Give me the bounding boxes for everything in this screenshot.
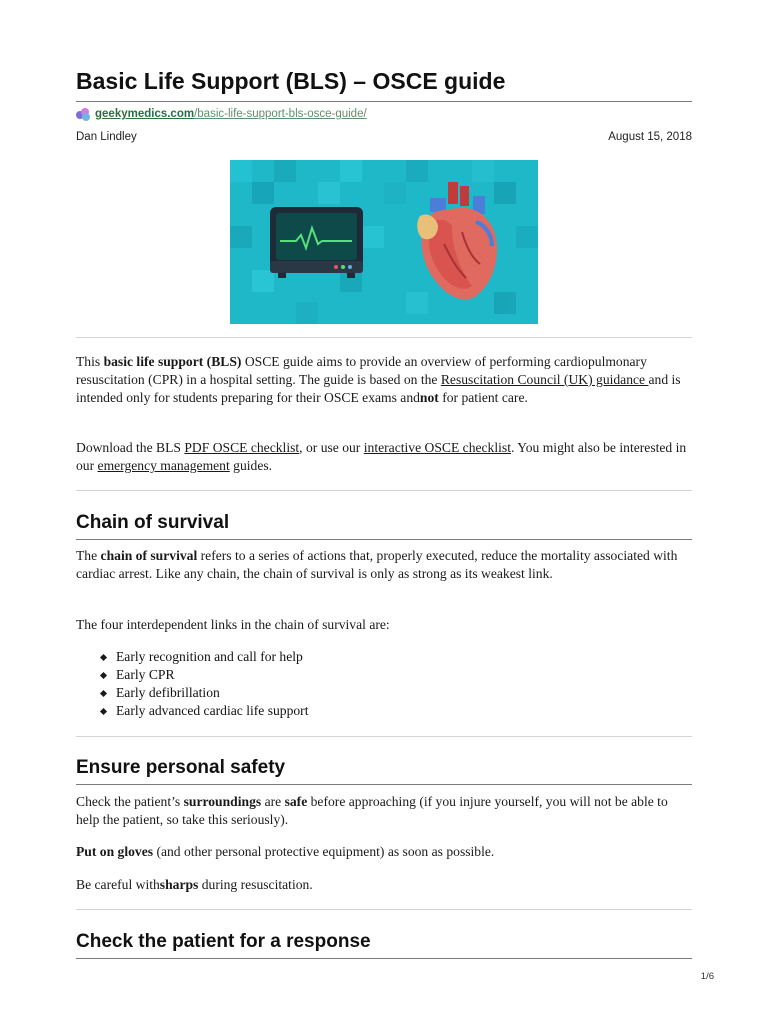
- byline: [76, 129, 692, 145]
- patient-response-heading: Check the patient for a response: [76, 931, 371, 952]
- pdf-checklist-link[interactable]: PDF OSCE checklist: [184, 440, 300, 455]
- surroundings-paragraph: Check the patient’s surroundings are safe before approaching (if you injure yourself, you will not be able to help the patient, so take this seriously).: [76, 794, 668, 827]
- bls-bold: basic life support (BLS): [103, 354, 242, 369]
- section-divider: [76, 337, 692, 338]
- emergency-management-link[interactable]: emergency management: [97, 458, 230, 473]
- page-title: Basic Life Support (BLS) – OSCE guide: [76, 68, 506, 94]
- chain-paragraph: The chain of survival refers to a series of actions that, properly executed, reduce the mortality associated with cardiac arrest. Like any chain, the chain of survival is only as strong as its weakest link.: [76, 548, 678, 581]
- links-intro-paragraph: The four interdependent links in the chain of survival are:: [76, 617, 390, 632]
- section-divider: [76, 490, 692, 491]
- title-divider: [76, 101, 692, 102]
- author-name: Dan Lindley: [76, 131, 137, 143]
- interactive-checklist-link[interactable]: interactive OSCE checklist: [363, 440, 511, 455]
- list-item: Early recognition and call for help: [100, 648, 308, 666]
- gloves-paragraph: Put on gloves (and other personal protective equipment) as soon as possible.: [76, 844, 495, 859]
- resuscitation-council-link[interactable]: Resuscitation Council (UK) guidance: [440, 372, 649, 387]
- source-domain-link[interactable]: geekymedics.com: [95, 108, 195, 120]
- intro-paragraph: This basic life support (BLS) OSCE guide aims to provide an overview of performing cardiopulmonary resuscitation (CPR) in a hospital setting. The guide is based on the Resuscitation Council (UK) guidance and is intended only for students preparing for their OSCE exams andnot for patient care.: [76, 354, 681, 405]
- geekymedics-logo-icon: [76, 108, 91, 121]
- page-number: 1/6: [700, 971, 714, 982]
- personal-safety-heading: Ensure personal safety: [76, 757, 286, 778]
- section-divider: [76, 736, 692, 737]
- section-divider: [76, 909, 692, 910]
- chain-of-survival-heading: Chain of survival: [76, 512, 230, 533]
- list-item: Early CPR: [100, 666, 308, 684]
- list-item: Early advanced cardiac life support: [100, 702, 308, 720]
- download-paragraph: Download the BLS PDF OSCE checklist, or use our interactive OSCE checklist. You might also be interested in our emergency management guides.: [76, 440, 687, 473]
- sharps-paragraph: Be careful withsharps during resuscitation.: [76, 877, 313, 892]
- source-line[interactable]: [76, 106, 367, 122]
- hero-image: [230, 160, 538, 324]
- heading-underline: [76, 539, 692, 540]
- publish-date: August 15, 2018: [608, 131, 692, 143]
- monitor-icon: [270, 207, 363, 278]
- heading-underline: [76, 958, 692, 959]
- heading-underline: [76, 784, 692, 785]
- chain-links-list: [100, 648, 308, 720]
- list-item: Early defibrillation: [100, 684, 308, 702]
- source-path-link[interactable]: /basic-life-support-bls-osce-guide/: [194, 108, 367, 120]
